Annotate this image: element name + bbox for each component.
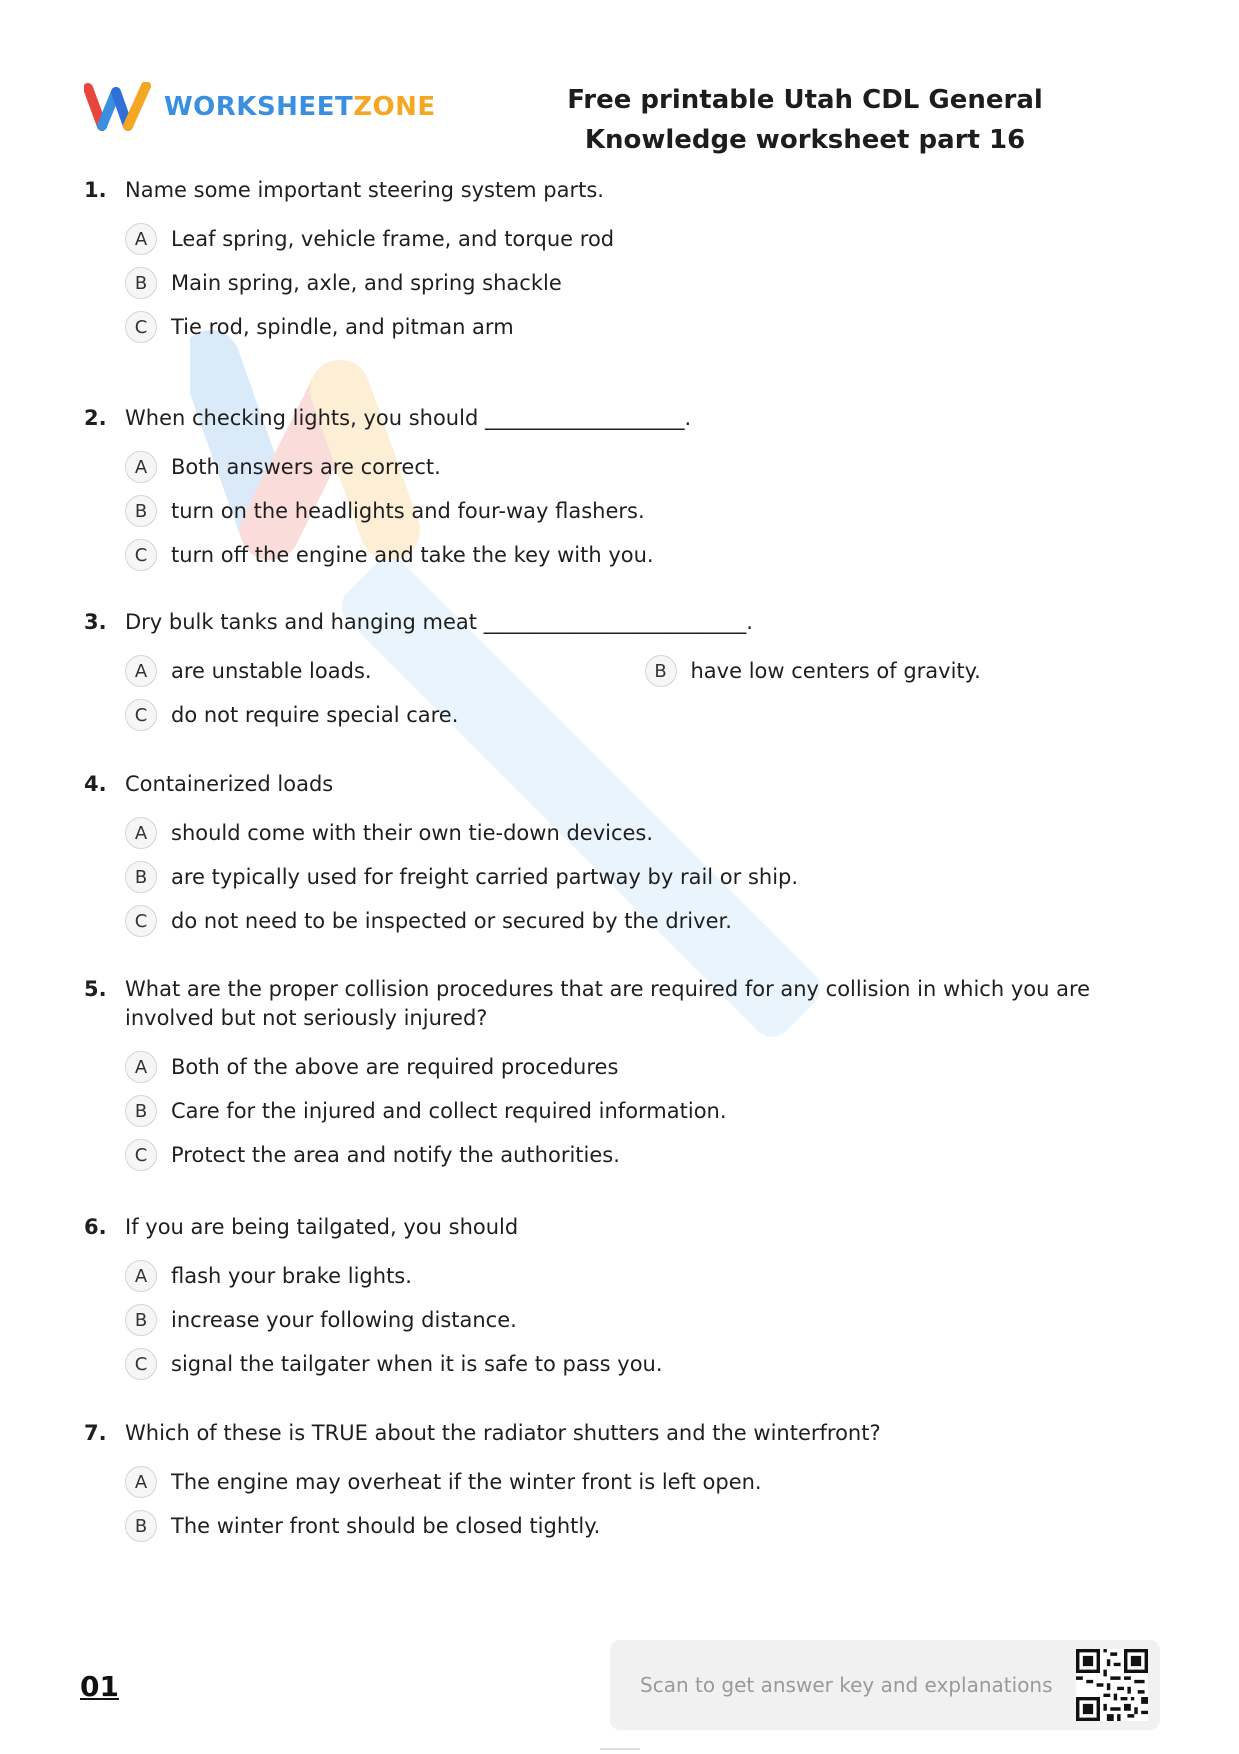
answer-options xyxy=(125,217,1164,349)
option-text: turn on the headlights and four-way flashers. xyxy=(171,499,645,523)
option-letter: B xyxy=(645,655,677,687)
option-letter: C xyxy=(125,699,157,731)
option-letter: B xyxy=(125,1095,157,1127)
option-c[interactable] xyxy=(125,1133,1164,1177)
question-number: 3. xyxy=(84,610,107,634)
page-divider xyxy=(600,1748,640,1750)
qr-code-icon[interactable] xyxy=(1076,1649,1148,1721)
option-text: turn off the engine and take the key with you. xyxy=(171,543,654,567)
option-letter: A xyxy=(125,223,157,255)
option-a[interactable] xyxy=(125,217,1164,261)
option-letter: C xyxy=(125,905,157,937)
option-a[interactable] xyxy=(125,649,645,693)
question-number: 6. xyxy=(84,1215,107,1239)
option-b[interactable] xyxy=(125,855,1164,899)
question-2 xyxy=(84,404,1164,577)
answer-options xyxy=(125,649,1164,737)
option-letter: B xyxy=(125,1510,157,1542)
option-b[interactable] xyxy=(645,649,1165,693)
question-7 xyxy=(84,1419,1164,1548)
answer-key-box[interactable] xyxy=(610,1640,1160,1730)
question-text: If you are being tailgated, you should xyxy=(125,1215,519,1239)
question-4 xyxy=(84,770,1164,943)
option-letter: C xyxy=(125,311,157,343)
option-letter: B xyxy=(125,495,157,527)
question-3 xyxy=(84,608,1164,737)
worksheet-title xyxy=(560,80,1050,160)
scan-instruction: Scan to get answer key and explanations xyxy=(640,1673,1053,1697)
title-line-2: Knowledge worksheet part 16 xyxy=(584,125,1026,155)
option-letter: C xyxy=(125,539,157,571)
option-letter: C xyxy=(125,1348,157,1380)
option-text: Both of the above are required procedures xyxy=(171,1055,619,1079)
question-6 xyxy=(84,1213,1164,1386)
option-c[interactable] xyxy=(125,1342,1164,1386)
option-text: flash your brake lights. xyxy=(171,1264,412,1288)
option-c[interactable] xyxy=(125,305,1164,349)
option-b[interactable] xyxy=(125,1298,1164,1342)
option-letter: A xyxy=(125,451,157,483)
option-text: Leaf spring, vehicle frame, and torque rod xyxy=(171,227,615,251)
option-c[interactable] xyxy=(125,693,1164,737)
question-number: 2. xyxy=(84,406,107,430)
question-number: 5. xyxy=(84,977,107,1001)
option-text: Care for the injured and collect required information. xyxy=(171,1099,727,1123)
question-text: What are the proper collision procedures that are required for any collision in which you are involved but not seriously injured? xyxy=(125,977,1091,1030)
option-b[interactable] xyxy=(125,489,1164,533)
option-text: are typically used for freight carried partway by rail or ship. xyxy=(171,865,799,889)
option-a[interactable] xyxy=(125,1460,1164,1504)
brand-name xyxy=(164,92,436,122)
answer-options xyxy=(125,811,1164,943)
question-text: Containerized loads xyxy=(125,772,334,796)
option-text: signal the tailgater when it is safe to pass you. xyxy=(171,1352,663,1376)
brand-part-1: WORKSHEET xyxy=(164,92,354,122)
option-c[interactable] xyxy=(125,899,1164,943)
option-a[interactable] xyxy=(125,1045,1164,1089)
option-a[interactable] xyxy=(125,1254,1164,1298)
option-text: do not require special care. xyxy=(171,703,459,727)
worksheetzone-logo xyxy=(84,82,436,132)
question-number: 4. xyxy=(84,772,107,796)
option-text: are unstable loads. xyxy=(171,659,372,683)
option-letter: C xyxy=(125,1139,157,1171)
option-b[interactable] xyxy=(125,1089,1164,1133)
question-text: Which of these is TRUE about the radiator shutters and the winterfront? xyxy=(125,1421,881,1445)
question-text: Name some important steering system parts. xyxy=(125,178,604,202)
question-text: When checking lights, you should ___________________. xyxy=(125,406,692,430)
option-letter: A xyxy=(125,655,157,687)
option-text: Both answers are correct. xyxy=(171,455,441,479)
option-letter: A xyxy=(125,1260,157,1292)
question-text: Dry bulk tanks and hanging meat _________________________. xyxy=(125,610,753,634)
option-text: increase your following distance. xyxy=(171,1308,517,1332)
option-text: Tie rod, spindle, and pitman arm xyxy=(171,315,514,339)
option-letter: A xyxy=(125,1051,157,1083)
option-a[interactable] xyxy=(125,445,1164,489)
option-text: Protect the area and notify the authorities. xyxy=(171,1143,620,1167)
option-letter: A xyxy=(125,817,157,849)
question-number: 7. xyxy=(84,1421,107,1445)
option-b[interactable] xyxy=(125,1504,1164,1548)
option-a[interactable] xyxy=(125,811,1164,855)
option-letter: B xyxy=(125,861,157,893)
option-text: The engine may overheat if the winter front is left open. xyxy=(171,1470,762,1494)
option-text: should come with their own tie-down devices. xyxy=(171,821,654,845)
answer-options xyxy=(125,1045,1164,1177)
option-text: have low centers of gravity. xyxy=(690,659,981,683)
option-letter: B xyxy=(125,267,157,299)
question-number: 1. xyxy=(84,178,107,202)
option-text: do not need to be inspected or secured by the driver. xyxy=(171,909,732,933)
option-letter: B xyxy=(125,1304,157,1336)
page-number: 01 xyxy=(80,1670,119,1703)
question-1 xyxy=(84,176,1164,349)
answer-options xyxy=(125,445,1164,577)
title-line-1: Free printable Utah CDL General xyxy=(567,85,1043,115)
option-c[interactable] xyxy=(125,533,1164,577)
page-header xyxy=(0,0,1239,180)
option-b[interactable] xyxy=(125,261,1164,305)
option-text: Main spring, axle, and spring shackle xyxy=(171,271,562,295)
option-text: The winter front should be closed tightly. xyxy=(171,1514,601,1538)
worksheetzone-logo-icon xyxy=(84,82,152,132)
brand-part-2: ZONE xyxy=(353,92,436,122)
option-letter: A xyxy=(125,1466,157,1498)
answer-options xyxy=(125,1460,1164,1548)
question-5 xyxy=(84,975,1164,1177)
answer-options xyxy=(125,1254,1164,1386)
